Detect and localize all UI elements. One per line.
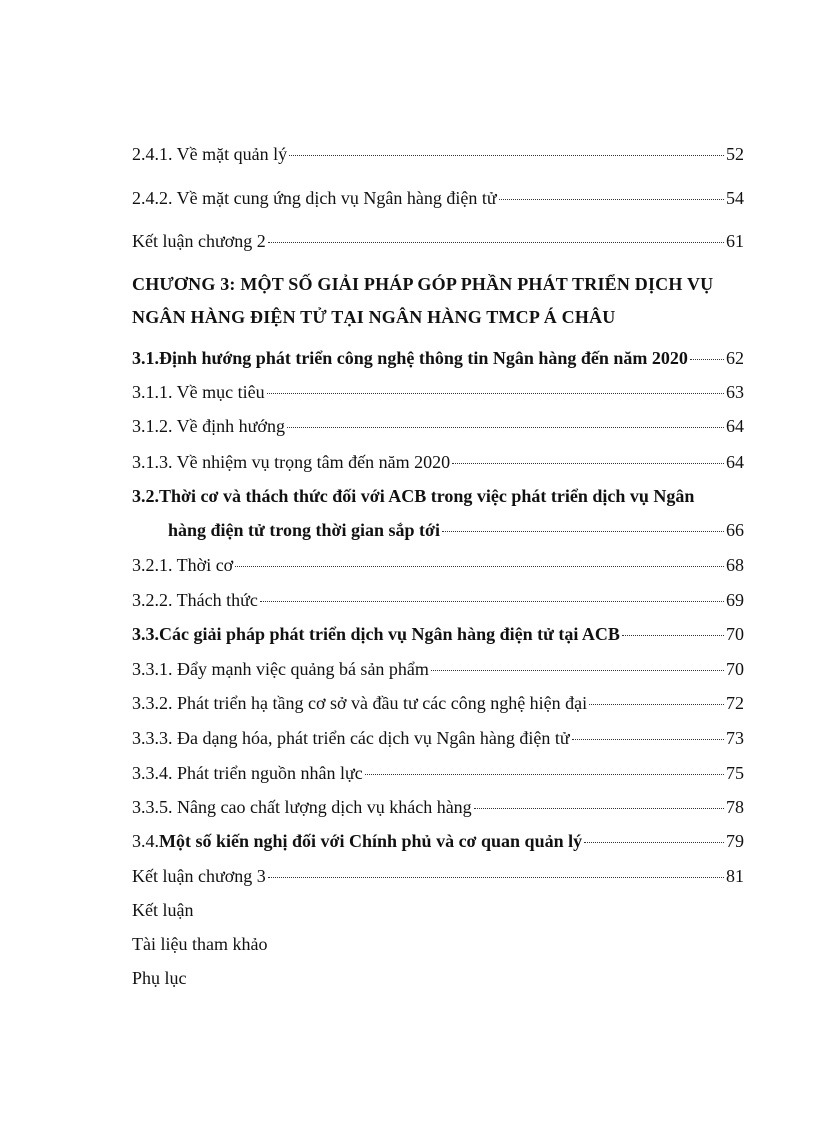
- dot-leader: [442, 531, 724, 532]
- toc-entry[interactable]: [132, 795, 744, 819]
- toc-section-page: 79: [726, 831, 744, 851]
- dot-leader: [690, 359, 724, 360]
- toc-appendix[interactable]: Phụ lục: [132, 968, 187, 988]
- toc-entry-title: 3.2.2. Thách thức: [132, 590, 258, 610]
- toc-entry-title: 3.3.3. Đa dạng hóa, phát triển các dịch vụ Ngân hàng điện tử: [132, 728, 570, 748]
- dot-leader: [267, 393, 724, 394]
- toc-section-prefix: 3.4.: [132, 831, 159, 851]
- toc-entry-page: 61: [726, 231, 744, 251]
- toc-entry[interactable]: [132, 142, 744, 166]
- toc-entry[interactable]: [132, 864, 744, 888]
- toc-entry[interactable]: [132, 761, 744, 785]
- toc-entry-title: 3.1.3. Về nhiệm vụ trọng tâm đến năm 2020: [132, 452, 451, 472]
- toc-entry-page: 78: [726, 797, 744, 817]
- toc-entry[interactable]: [132, 414, 744, 438]
- toc-entry[interactable]: [132, 553, 744, 577]
- toc-section-3-1[interactable]: [132, 346, 744, 370]
- toc-conclusion[interactable]: Kết luận: [132, 900, 194, 920]
- toc-entry-title: 2.4.2. Về mặt cung ứng dịch vụ Ngân hàng điện tử: [132, 188, 497, 208]
- dot-leader: [584, 842, 724, 843]
- dot-leader: [235, 566, 724, 567]
- toc-section-3-2-line-1[interactable]: 3.2.Thời cơ và thách thức đối với ACB trong việc phát triển dịch vụ Ngân: [132, 486, 695, 506]
- toc-section-3-2[interactable]: [168, 518, 744, 542]
- dot-leader: [268, 877, 724, 878]
- toc-entry-page: 63: [726, 382, 744, 402]
- dot-leader: [589, 704, 724, 705]
- dot-leader: [365, 774, 724, 775]
- toc-entry-title: Kết luận chương 3: [132, 866, 266, 886]
- toc-entry-title: 3.2.1. Thời cơ: [132, 555, 234, 575]
- toc-entry-page: 69: [726, 590, 744, 610]
- toc-entry-page: 52: [726, 144, 744, 164]
- toc-entry-page: 54: [726, 188, 744, 208]
- toc-references[interactable]: Tài liệu tham khảo: [132, 934, 268, 954]
- dot-leader: [287, 427, 724, 428]
- toc-entry-title: 3.3.2. Phát triển hạ tầng cơ sở và đầu tư các công nghệ hiện đại: [132, 693, 588, 713]
- toc-section-3-4[interactable]: [132, 829, 744, 853]
- toc-section-title: 3.1.Định hướng phát triển công nghệ thông tin Ngân hàng đến năm 2020: [132, 348, 688, 368]
- dot-leader: [622, 635, 724, 636]
- toc-entry[interactable]: [132, 726, 744, 750]
- toc-section-title: 3.3.Các giải pháp phát triển dịch vụ Ngân hàng điện tử tại ACB: [132, 624, 620, 644]
- chapter-heading-line-1[interactable]: CHƯƠNG 3: MỘT SỐ GIẢI PHÁP GÓP PHẦN PHÁT TRIỂN DỊCH VỤ: [132, 274, 714, 294]
- dot-leader: [260, 601, 724, 602]
- toc-entry-title: 2.4.1. Về mặt quản lý: [132, 144, 288, 164]
- toc-entry[interactable]: [132, 657, 744, 681]
- dot-leader: [452, 463, 724, 464]
- toc-entry-title: 3.1.2. Về định hướng: [132, 416, 285, 436]
- dot-leader: [474, 808, 724, 809]
- toc-entry-title: 3.3.4. Phát triển nguồn nhân lực: [132, 763, 363, 783]
- dot-leader: [289, 155, 724, 156]
- toc-entry-page: 75: [726, 763, 744, 783]
- chapter-heading-line-2[interactable]: NGÂN HÀNG ĐIỆN TỬ TẠI NGÂN HÀNG TMCP Á CHÂU: [132, 307, 616, 327]
- toc-entry[interactable]: [132, 450, 744, 474]
- toc-section-3-3[interactable]: [132, 622, 744, 646]
- dot-leader: [268, 242, 724, 243]
- toc-entry-title: Kết luận chương 2: [132, 231, 266, 251]
- toc-section-title: hàng điện tử trong thời gian sắp tới: [168, 520, 440, 540]
- toc-entry-title: 3.1.1. Về mục tiêu: [132, 382, 265, 402]
- toc-entry-page: 68: [726, 555, 744, 575]
- toc-section-title: [132, 829, 582, 853]
- toc-section-label: Một số kiến nghị đối với Chính phủ và cơ quan quản lý: [159, 831, 583, 851]
- toc-entry[interactable]: [132, 380, 744, 404]
- dot-leader: [499, 199, 724, 200]
- toc-entry-title: 3.3.1. Đẩy mạnh việc quảng bá sản phẩm: [132, 659, 429, 679]
- toc-entry[interactable]: [132, 186, 744, 210]
- toc-entry[interactable]: [132, 229, 744, 253]
- toc-entry[interactable]: [132, 691, 744, 715]
- toc-entry[interactable]: [132, 588, 744, 612]
- toc-section-page: 70: [726, 624, 744, 644]
- dot-leader: [431, 670, 724, 671]
- dot-leader: [572, 739, 724, 740]
- toc-section-page: 62: [726, 348, 744, 368]
- toc-entry-page: 70: [726, 659, 744, 679]
- toc-entry-page: 81: [726, 866, 744, 886]
- toc-entry-page: 73: [726, 728, 744, 748]
- toc-entry-page: 72: [726, 693, 744, 713]
- toc-entry-page: 64: [726, 416, 744, 436]
- toc-entry-title: 3.3.5. Nâng cao chất lượng dịch vụ khách hàng: [132, 797, 472, 817]
- toc-section-page: 66: [726, 520, 744, 540]
- toc-entry-page: 64: [726, 452, 744, 472]
